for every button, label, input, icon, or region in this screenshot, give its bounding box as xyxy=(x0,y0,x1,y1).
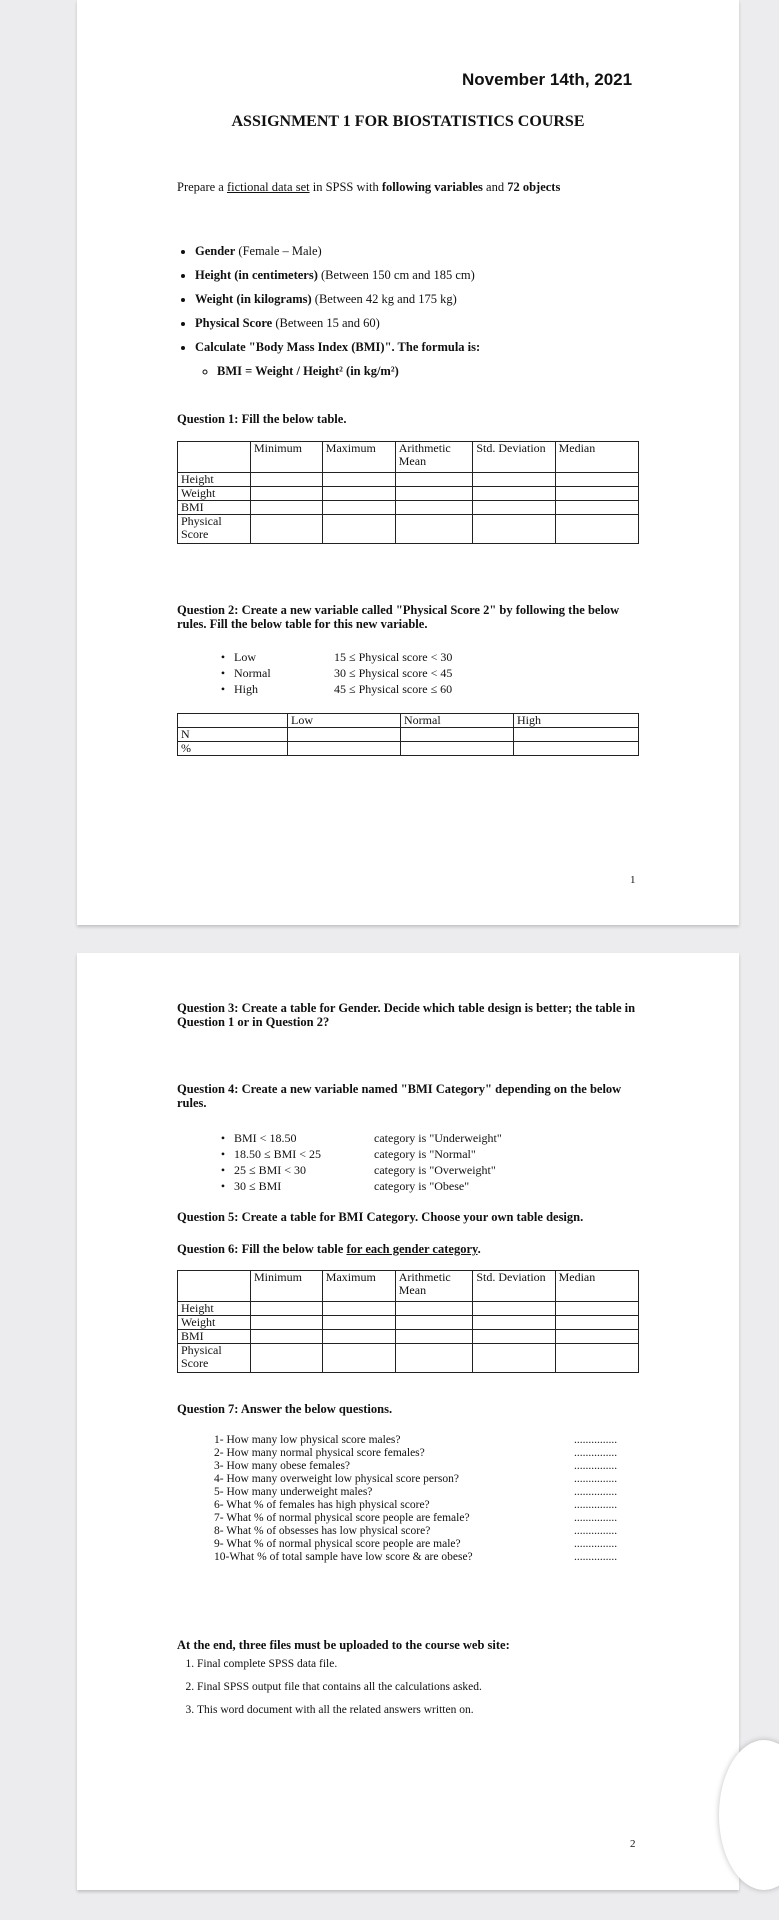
intro-underlined: fictional data set xyxy=(226,180,310,194)
q7-item-text: 8- What % of obsesses has low physical score? xyxy=(214,1525,431,1537)
variable-name: Weight (in kilograms) xyxy=(195,292,312,306)
q6-text: Question 6: Fill the below table xyxy=(177,1242,347,1256)
table-cell[interactable] xyxy=(250,473,322,487)
answer-blank[interactable]: ............... xyxy=(574,1499,618,1511)
q7-item xyxy=(214,1486,634,1499)
intro-text: and xyxy=(482,180,508,194)
table-cell[interactable] xyxy=(250,1330,322,1344)
q7-item-text: 6- What % of females has high physical score? xyxy=(214,1499,430,1511)
final-item: 2. Final SPSS output file that contains all the calculations asked. xyxy=(197,1676,482,1699)
table-header: Minimum xyxy=(250,1271,322,1302)
table-cell[interactable] xyxy=(250,487,322,501)
table-cell[interactable] xyxy=(322,487,395,501)
table-cell[interactable] xyxy=(401,742,514,756)
table-header: Std. Deviation xyxy=(473,442,555,473)
intro-bold: 72 objects xyxy=(507,180,561,194)
variable-item xyxy=(195,239,480,263)
table-cell[interactable] xyxy=(401,728,514,742)
table-cell[interactable] xyxy=(555,473,638,487)
table-header: Minimum xyxy=(250,442,322,473)
table-cell[interactable] xyxy=(473,487,555,501)
table-cell[interactable] xyxy=(473,1302,555,1316)
table-cell[interactable] xyxy=(555,501,638,515)
table-cell[interactable] xyxy=(395,1302,473,1316)
question-7: Question 7: Answer the below questions. xyxy=(177,1402,393,1416)
rule-item: • High 45 ≤ Physical score ≤ 60 xyxy=(220,682,453,696)
variable-range: (Between 15 and 60) xyxy=(272,316,380,330)
row-label: Physical Score xyxy=(178,1344,251,1373)
table-cell[interactable] xyxy=(322,515,395,544)
table-cell[interactable] xyxy=(322,473,395,487)
question-6 xyxy=(177,1242,481,1256)
q7-item xyxy=(214,1538,634,1551)
assignment-title: ASSIGNMENT 1 FOR BIOSTATISTICS COURSE xyxy=(231,113,585,130)
table-header: Std. Deviation xyxy=(473,1271,555,1302)
final-item: 3. This word document with all the related answers written on. xyxy=(197,1699,482,1722)
question-2: Question 2: Create a new variable called "Physical Score 2" by following the below rules. Fill the below table for this new variable. xyxy=(177,603,620,631)
table-header: Arithmetic Mean xyxy=(395,442,473,473)
table-cell[interactable] xyxy=(555,1344,638,1373)
rule-item: • BMI < 18.50 category is "Underweight" xyxy=(220,1131,502,1145)
answer-blank[interactable]: ............... xyxy=(574,1434,618,1446)
table-cell[interactable] xyxy=(555,1316,638,1330)
table-header: Maximum xyxy=(322,1271,395,1302)
rule-category: category is "Underweight" xyxy=(374,1131,502,1145)
answer-blank[interactable]: ............... xyxy=(574,1460,618,1472)
table-cell[interactable] xyxy=(395,1344,473,1373)
table-cell[interactable] xyxy=(250,1316,322,1330)
table-cell[interactable] xyxy=(322,1316,395,1330)
document-page-2 xyxy=(77,953,739,1890)
document-page-1 xyxy=(77,0,739,925)
question-4: Question 4: Create a new variable named "BMI Category" depending on the below rules. xyxy=(177,1082,622,1110)
rule-item: • Low 15 ≤ Physical score < 30 xyxy=(220,650,453,664)
rule-range: 30 ≤ BMI xyxy=(234,1179,282,1193)
formula-text: BMI = Weight / Height² (in kg/m²) xyxy=(217,364,399,378)
rule-text: 15 ≤ Physical score < 30 xyxy=(334,650,453,664)
rule-item: • Normal 30 ≤ Physical score < 45 xyxy=(220,666,453,680)
variable-range: (Between 42 kg and 175 kg) xyxy=(311,292,457,306)
rule-item: • 18.50 ≤ BMI < 25 category is "Normal" xyxy=(220,1147,476,1161)
page-number: 1 xyxy=(630,874,636,886)
q7-item-text: 5- How many underweight males? xyxy=(214,1486,373,1498)
table-cell[interactable] xyxy=(288,742,401,756)
table-header: High xyxy=(514,714,639,728)
q7-item-text: 2- How many normal physical score females? xyxy=(214,1447,425,1459)
table-cell[interactable] xyxy=(322,501,395,515)
table-cell[interactable] xyxy=(250,1344,322,1373)
table-header: Low xyxy=(288,714,401,728)
answer-blank[interactable]: ............... xyxy=(574,1512,618,1524)
rule-item: • 25 ≤ BMI < 30 category is "Overweight" xyxy=(220,1163,496,1177)
rule-item: • 30 ≤ BMI category is "Obese" xyxy=(220,1179,470,1193)
answer-blank[interactable]: ............... xyxy=(574,1486,618,1498)
table-cell[interactable] xyxy=(322,1302,395,1316)
q7-item xyxy=(214,1512,634,1525)
q7-item xyxy=(214,1434,634,1447)
question-3: Question 3: Create a table for Gender. Decide which table design is better; the table in Question 1 or in Question 2? xyxy=(177,1001,636,1029)
table-cell[interactable] xyxy=(395,501,473,515)
variable-range: (Female – Male) xyxy=(235,244,322,258)
q7-item-text: 9- What % of normal physical score people are male? xyxy=(214,1538,461,1550)
row-label: BMI xyxy=(178,1330,251,1344)
q7-item-text: 7- What % of normal physical score people are female? xyxy=(214,1512,470,1524)
q7-item xyxy=(214,1551,634,1564)
final-item: 1. Final complete SPSS data file. xyxy=(197,1653,482,1676)
table-cell[interactable] xyxy=(288,728,401,742)
table-cell[interactable] xyxy=(250,515,322,544)
answer-blank[interactable]: ............... xyxy=(574,1551,618,1563)
table-cell[interactable] xyxy=(473,501,555,515)
q7-item-text: 3- How many obese females? xyxy=(214,1460,351,1472)
answer-blank[interactable]: ............... xyxy=(574,1538,618,1550)
table-header: Median xyxy=(555,1271,638,1302)
table-cell[interactable] xyxy=(473,473,555,487)
row-label: Physical Score xyxy=(178,515,251,544)
rule-range: 18.50 ≤ BMI < 25 xyxy=(234,1147,322,1161)
variable-item xyxy=(195,335,480,383)
variable-name: Height (in centimeters) xyxy=(195,268,318,282)
variable-name: Calculate "Body Mass Index (BMI)". The formula is: xyxy=(195,340,481,354)
table-cell[interactable] xyxy=(514,742,639,756)
intro-text: Prepare a xyxy=(177,180,227,194)
answer-blank[interactable]: ............... xyxy=(574,1525,618,1537)
q1-table xyxy=(177,441,639,544)
table-cell[interactable] xyxy=(395,515,473,544)
q2-table xyxy=(177,713,639,756)
row-label: % xyxy=(178,742,288,756)
table-cell[interactable] xyxy=(395,1316,473,1330)
q7-question-list xyxy=(214,1434,634,1564)
variable-item xyxy=(195,287,480,311)
q7-item xyxy=(214,1460,634,1473)
rule-label: Normal xyxy=(234,666,271,680)
table-header: Arithmetic Mean xyxy=(395,1271,473,1302)
table-cell[interactable] xyxy=(250,501,322,515)
variable-range: (Between 150 cm and 185 cm) xyxy=(317,268,475,282)
rule-text: 45 ≤ Physical score ≤ 60 xyxy=(334,682,453,696)
q6-table xyxy=(177,1270,639,1373)
variable-item xyxy=(195,263,480,287)
row-label: Weight xyxy=(178,1316,251,1330)
table-cell[interactable] xyxy=(473,515,555,544)
intro-paragraph xyxy=(177,180,560,195)
table-cell[interactable] xyxy=(395,1330,473,1344)
intro-bold: following variables xyxy=(381,180,483,194)
row-label: N xyxy=(178,728,288,742)
rule-range: 25 ≤ BMI < 30 xyxy=(234,1163,307,1177)
intro-text: in SPSS with xyxy=(309,180,382,194)
q7-item xyxy=(214,1525,634,1538)
table-cell[interactable] xyxy=(555,1302,638,1316)
q7-item xyxy=(214,1447,634,1460)
q6-underlined: for each gender category xyxy=(346,1242,478,1256)
table-cell[interactable] xyxy=(322,1344,395,1373)
table-cell[interactable] xyxy=(395,487,473,501)
q7-item-text: 1- How many low physical score males? xyxy=(214,1434,401,1446)
row-label: Weight xyxy=(178,487,251,501)
rule-label: Low xyxy=(234,650,256,664)
q7-item-text: 10-What % of total sample have low score & are obese? xyxy=(214,1551,473,1563)
q6-text: . xyxy=(477,1242,481,1256)
rule-range: BMI < 18.50 xyxy=(234,1131,297,1145)
variable-name: Physical Score xyxy=(195,316,273,330)
table-header xyxy=(178,1271,251,1302)
rule-label: High xyxy=(234,682,258,696)
table-cell[interactable] xyxy=(395,473,473,487)
table-cell[interactable] xyxy=(555,515,638,544)
rule-category: category is "Normal" xyxy=(374,1147,476,1161)
answer-blank[interactable]: ............... xyxy=(574,1447,618,1459)
row-label: Height xyxy=(178,473,251,487)
table-cell[interactable] xyxy=(322,1330,395,1344)
variables-list xyxy=(177,239,480,383)
page-number: 2 xyxy=(630,1838,636,1850)
table-cell[interactable] xyxy=(250,1302,322,1316)
final-files-list xyxy=(179,1653,482,1722)
table-header xyxy=(178,442,251,473)
question-5: Question 5: Create a table for BMI Category. Choose your own table design. xyxy=(177,1210,584,1224)
row-label: Height xyxy=(178,1302,251,1316)
table-cell[interactable] xyxy=(555,1330,638,1344)
q2-rules xyxy=(212,649,452,697)
final-heading: At the end, three files must be uploaded to the course web site: xyxy=(177,1638,510,1652)
q7-item-text: 4- How many overweight low physical score person? xyxy=(214,1473,459,1485)
table-header: Maximum xyxy=(322,442,395,473)
rule-text: 30 ≤ Physical score < 45 xyxy=(334,666,453,680)
bmi-formula xyxy=(217,359,480,383)
table-header: Normal xyxy=(401,714,514,728)
variable-name: Gender xyxy=(195,244,236,258)
table-cell[interactable] xyxy=(473,1344,555,1373)
rule-category: category is "Overweight" xyxy=(374,1163,496,1177)
table-cell[interactable] xyxy=(473,1316,555,1330)
table-header xyxy=(178,714,288,728)
table-cell[interactable] xyxy=(473,1330,555,1344)
table-cell[interactable] xyxy=(555,487,638,501)
assignment-date: November 14th, 2021 xyxy=(462,70,633,89)
question-1: Question 1: Fill the below table. xyxy=(177,412,347,426)
row-label: BMI xyxy=(178,501,251,515)
q7-item xyxy=(214,1473,634,1486)
table-cell[interactable] xyxy=(514,728,639,742)
answer-blank[interactable]: ............... xyxy=(574,1473,618,1485)
variable-item xyxy=(195,311,480,335)
q7-item xyxy=(214,1499,634,1512)
table-header: Median xyxy=(555,442,638,473)
rule-category: category is "Obese" xyxy=(374,1179,470,1193)
q4-rules xyxy=(212,1130,502,1194)
